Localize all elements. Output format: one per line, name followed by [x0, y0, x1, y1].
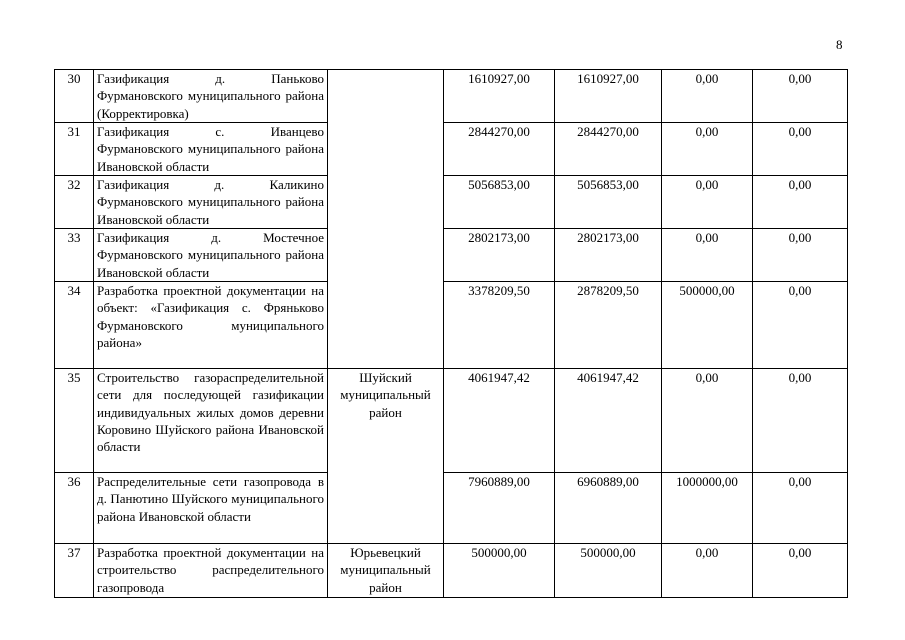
row-number: 36: [55, 473, 94, 544]
object-name: Газификация с. Иванцево Фурмановского муниципального района Ивановской области: [94, 123, 328, 176]
row-number: 32: [55, 176, 94, 229]
total-amount: 500000,00: [444, 544, 555, 598]
amount-col2: 2844270,00: [555, 123, 662, 176]
total-amount: 2802173,00: [444, 229, 555, 282]
amount-col4: 0,00: [753, 229, 848, 282]
amount-col4: 0,00: [753, 282, 848, 369]
amount-col4: 0,00: [753, 176, 848, 229]
total-amount: 5056853,00: [444, 176, 555, 229]
amount-col3: 500000,00: [662, 282, 753, 369]
amount-col3: 0,00: [662, 70, 753, 123]
amount-col2: 5056853,00: [555, 176, 662, 229]
municipality-name: Шуйский муниципальный район: [328, 369, 444, 544]
amount-col2: 6960889,00: [555, 473, 662, 544]
amount-col4: 0,00: [753, 369, 848, 473]
row-number: 37: [55, 544, 94, 598]
object-name: Газификация д. Каликино Фурмановского муниципального района Ивановской области: [94, 176, 328, 229]
object-name: Распределительные сети газопровода в д. Панютино Шуйского муниципального района Ивановской области: [94, 473, 328, 544]
total-amount: 2844270,00: [444, 123, 555, 176]
table-row: [55, 229, 848, 282]
amount-col4: 0,00: [753, 123, 848, 176]
amount-col3: 0,00: [662, 369, 753, 473]
row-number: 35: [55, 369, 94, 473]
table-row: [55, 70, 848, 123]
amount-col2: 2802173,00: [555, 229, 662, 282]
table-row: [55, 369, 848, 473]
table-row: [55, 123, 848, 176]
amount-col2: 500000,00: [555, 544, 662, 598]
table-row: [55, 282, 848, 369]
row-number: 34: [55, 282, 94, 369]
row-number: 30: [55, 70, 94, 123]
municipality-cell-empty: [328, 70, 444, 369]
object-name: Газификация д. Мостечное Фурмановского муниципального района Ивановской области: [94, 229, 328, 282]
row-number: 33: [55, 229, 94, 282]
amount-col3: 0,00: [662, 123, 753, 176]
total-amount: 1610927,00: [444, 70, 555, 123]
amount-col4: 0,00: [753, 473, 848, 544]
amount-col3: 1000000,00: [662, 473, 753, 544]
amount-col3: 0,00: [662, 229, 753, 282]
object-name: Строительство газораспределительной сети для последующей газификации индивидуальных жилых домов деревни Коровино Шуйского района Ивановской области: [94, 369, 328, 473]
total-amount: 7960889,00: [444, 473, 555, 544]
amount-col4: 0,00: [753, 544, 848, 598]
table-row: [55, 544, 848, 598]
total-amount: 4061947,42: [444, 369, 555, 473]
amount-col2: 1610927,00: [555, 70, 662, 123]
table-row: [55, 176, 848, 229]
municipality-name: Юрьевецкий муниципальный район: [328, 544, 444, 598]
amount-col4: 0,00: [753, 70, 848, 123]
amount-col2: 4061947,42: [555, 369, 662, 473]
object-name: Газификация д. Паньково Фурмановского муниципального района (Корректировка): [94, 70, 328, 123]
funding-table: [54, 69, 848, 598]
amount-col2: 2878209,50: [555, 282, 662, 369]
row-number: 31: [55, 123, 94, 176]
object-name: Разработка проектной документации на объект: «Газификация с. Фряньково Фурмановского муниципального района»: [94, 282, 328, 369]
total-amount: 3378209,50: [444, 282, 555, 369]
page-number: 8: [836, 37, 843, 52]
amount-col3: 0,00: [662, 544, 753, 598]
amount-col3: 0,00: [662, 176, 753, 229]
object-name: Разработка проектной документации на строительство распределительного газопровода: [94, 544, 328, 598]
table-row: [55, 473, 848, 544]
